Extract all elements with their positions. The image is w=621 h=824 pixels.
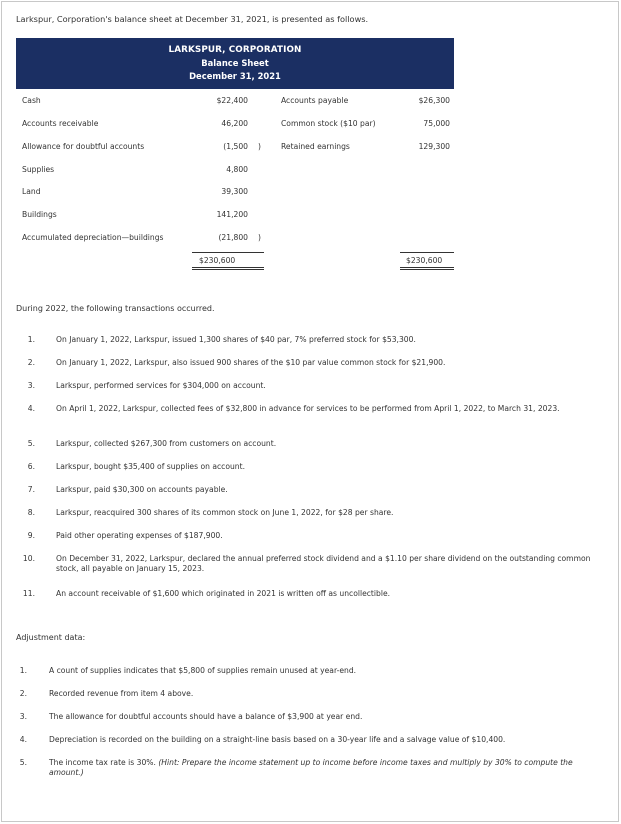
transaction-number: 9. [27,531,35,540]
asset-amount-allowance: (1,500 [223,142,248,151]
company-name: LARKSPUR, CORPORATION [168,45,302,55]
transaction-number: 4. [27,404,35,413]
adjustment-number: 3. [19,712,27,721]
transaction-text: An account receivable of $1,600 which originated in 2021 is written off as uncollectible. [56,589,391,598]
equity-amount-common-stock: 75,000 [423,119,450,128]
transaction-number: 10. [22,554,35,563]
equity-label-common-stock: Common stock ($10 par) [281,119,376,128]
transaction-number: 8. [27,508,35,517]
transaction-number: 11. [22,589,35,598]
transaction-number: 5. [27,439,35,448]
adjustment-number: 2. [19,689,27,698]
adjustment-text: Recorded revenue from item 4 above. [49,689,194,698]
transaction-text: On January 1, 2022, Larkspur, also issued 900 shares of the $10 par value common stock for $21,900. [56,358,446,367]
adjustment-number: 4. [19,735,27,744]
asset-amount-cash: $22,400 [216,96,248,105]
adjustment-number: 1. [19,666,27,675]
transaction-text: Paid other operating expenses of $187,900. [56,531,223,540]
asset-label-allowance: Allowance for doubtful accounts [22,142,145,151]
transaction-text: On April 1, 2022, Larkspur, collected fees of $32,800 in advance for services to be performed from April 1, 2022, to March 31, 2023. [56,404,560,413]
transaction-text: Larkspur, reacquired 300 shares of its common stock on June 1, 2022, for $28 per share. [56,508,394,517]
adjustment-text: The income tax rate is 30%. [49,758,156,767]
adjustment-hint: (Hint: Prepare the income statement up to income before income taxes and multiply by 30% to compute the amount.) [49,758,573,777]
asset-label-land: Land [22,187,41,196]
asset-amount-buildings: 141,200 [216,210,248,219]
allowance-close-paren: ) [258,142,261,151]
total-liabilities-equity: $230,600 [406,256,443,265]
adjustment-heading: Adjustment data: [16,633,86,642]
depreciation-close-paren: ) [258,233,261,242]
statement-date: December 31, 2021 [189,71,281,81]
asset-label-accumulated-depreciation: Accumulated depreciation—buildings [22,233,164,242]
intro-text: Larkspur, Corporation's balance sheet at December 31, 2021, is presented as follows. [16,14,369,24]
adjustment-text: Depreciation is recorded on the building on a straight-line basis based on a 30-year life and a salvage value of $10,400. [49,735,506,744]
transaction-number: 3. [27,381,35,390]
transaction-text: On January 1, 2022, Larkspur, issued 1,300 shares of $40 par, 7% preferred stock for $53,300. [56,335,416,344]
adjustment-text-tax [49,758,589,778]
total-assets: $230,600 [199,256,236,265]
adjustment-number: 5. [19,758,27,767]
liability-amount-accounts-payable: $26,300 [418,96,450,105]
equity-label-retained-earnings: Retained earnings [281,142,350,151]
transaction-text: Larkspur, paid $30,300 on accounts payable. [56,485,228,494]
transaction-number: 1. [27,335,35,344]
statement-name: Balance Sheet [201,58,269,68]
asset-label-accounts-receivable: Accounts receivable [22,119,99,128]
transaction-number: 6. [27,462,35,471]
asset-amount-accumulated-depreciation: (21,800 [218,233,248,242]
adjustment-text: The allowance for doubtful accounts should have a balance of $3,900 at year end. [49,712,363,721]
transaction-number: 7. [27,485,35,494]
transaction-text: Larkspur, performed services for $304,000 on account. [56,381,266,390]
asset-amount-accounts-receivable: 46,200 [221,119,248,128]
balance-sheet-header [16,38,454,89]
transaction-text: Larkspur, bought $35,400 of supplies on account. [56,462,246,471]
transactions-heading: During 2022, the following transactions occurred. [16,304,215,313]
asset-label-cash: Cash [22,96,41,105]
equity-amount-retained-earnings: 129,300 [418,142,450,151]
transaction-text: On December 31, 2022, Larkspur, declared the annual preferred stock dividend and a $1.10 per share dividend on the outstanding common stock, all payable on January 15, 2023. [56,554,591,573]
adjustment-text: A count of supplies indicates that $5,800 of supplies remain unused at year-end. [49,666,357,675]
asset-amount-land: 39,300 [221,187,248,196]
transaction-number: 2. [27,358,35,367]
asset-label-supplies: Supplies [22,165,55,174]
asset-label-buildings: Buildings [22,210,57,219]
liability-label-accounts-payable: Accounts payable [281,96,349,105]
transaction-text: Larkspur, collected $267,300 from customers on account. [56,439,277,448]
asset-amount-supplies: 4,800 [226,165,248,174]
